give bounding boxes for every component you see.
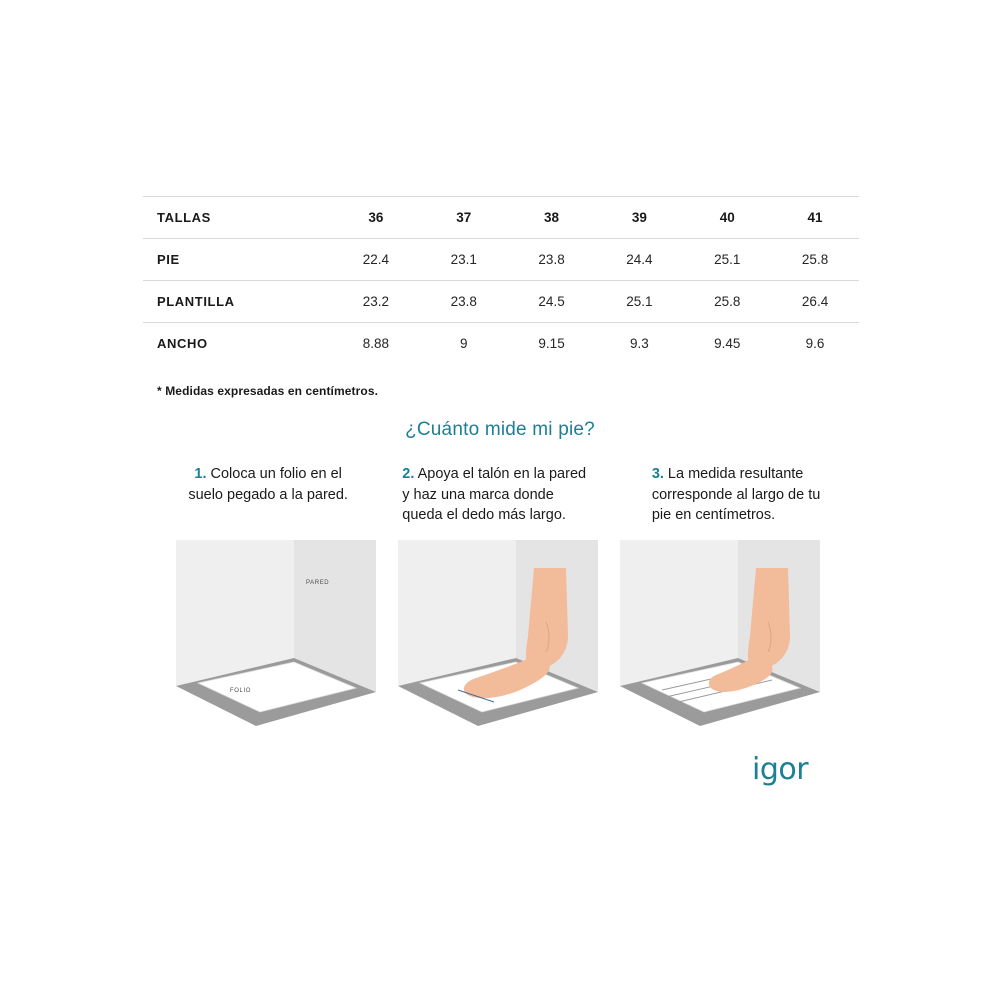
- steps-container: [176, 464, 826, 526]
- folio-label: FOLIO: [230, 688, 252, 694]
- table-size-header: 40: [719, 210, 735, 225]
- table-size-header: 37: [456, 210, 472, 225]
- step-2: [402, 464, 596, 526]
- table-cell: 9.45: [714, 336, 741, 351]
- guide-title: ¿Cuánto mide mi pie?: [405, 419, 595, 440]
- step-2-text: [402, 464, 596, 526]
- illustration-2-svg: [398, 540, 598, 740]
- step-1-number: 1.: [194, 466, 207, 482]
- table-cell: 9.6: [805, 336, 825, 351]
- table-row: [143, 281, 859, 323]
- table-cell: 8.88: [362, 336, 390, 351]
- table-cell: 23.1: [450, 252, 477, 267]
- table-size-header: 39: [631, 210, 647, 225]
- igor-logo: igor: [752, 752, 809, 787]
- table-cell: 9.3: [630, 336, 649, 351]
- illustration-step-3: [620, 540, 820, 740]
- table-cell: 23.8: [538, 252, 565, 267]
- table-cell: 25.8: [801, 252, 829, 267]
- table-cell: 9.15: [538, 336, 565, 351]
- step-1-body: Coloca un folio en el suelo pegado a la pared.: [188, 466, 348, 503]
- illustration-step-1: [176, 540, 376, 740]
- table-cell: 26.4: [801, 294, 829, 309]
- table-cell: 25.1: [626, 294, 653, 309]
- step-1-text: [182, 464, 354, 505]
- table-cell: 24.5: [538, 294, 565, 309]
- table-size-header: 41: [807, 210, 823, 225]
- table-cell: 25.1: [714, 252, 741, 267]
- row-label-plantilla: PLANTILLA: [157, 294, 235, 309]
- step-3-number: 3.: [651, 466, 664, 482]
- table-cell: 24.4: [626, 252, 653, 267]
- size-table: [143, 196, 859, 364]
- table-cell: 23.2: [362, 294, 390, 309]
- step-1: [182, 464, 354, 526]
- table-row: [143, 323, 859, 365]
- table-row: [143, 239, 859, 281]
- table-size-header: 38: [544, 210, 560, 225]
- pared-label: PARED: [306, 580, 330, 586]
- table-cell: 22.4: [362, 252, 390, 267]
- step-3-text: [652, 464, 826, 526]
- size-table-container: [143, 196, 859, 364]
- table-footnote: * Medidas expresadas en centímetros.: [157, 384, 379, 398]
- table-size-header: 36: [368, 210, 384, 225]
- step-3-body: La medida resultante corresponde al largo de tu pie en centímetros.: [651, 466, 821, 524]
- table-header-row: [143, 197, 859, 239]
- table-header-label: TALLAS: [157, 210, 211, 225]
- step-2-body: Apoya el talón en la pared y haz una marca donde queda el dedo más largo.: [402, 466, 587, 524]
- step-2-number: 2.: [402, 466, 415, 482]
- table-cell: 23.8: [450, 294, 477, 309]
- illustration-3-svg: [620, 540, 820, 740]
- illustrations-row: [176, 540, 836, 740]
- table-cell: 25.8: [714, 294, 741, 309]
- toe: [480, 679, 492, 687]
- table-cell: 9: [459, 336, 468, 351]
- illustration-step-2: [398, 540, 598, 740]
- row-label-ancho: ANCHO: [157, 336, 208, 351]
- row-label-pie: PIE: [157, 252, 180, 267]
- toe: [466, 682, 482, 692]
- illustration-1-svg: [176, 540, 376, 740]
- step-3: [652, 464, 826, 526]
